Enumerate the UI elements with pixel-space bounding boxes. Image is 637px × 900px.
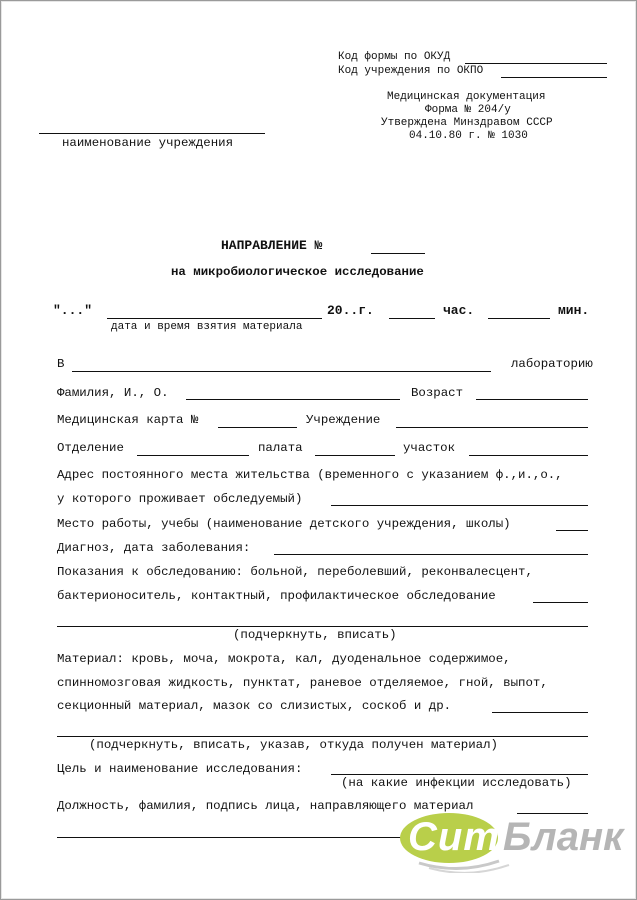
material-line-1: Материал: кровь, моча, мокрота, кал, дуоденальное содержимое, — [57, 652, 511, 666]
approval-line-2: Форма № 204/у — [425, 104, 511, 116]
ward-label: палата — [258, 441, 303, 455]
okpo-field[interactable] — [501, 77, 607, 78]
institution-name-field[interactable] — [39, 133, 265, 134]
hours-label: час. — [443, 303, 475, 318]
okud-field[interactable] — [465, 63, 607, 64]
department-field[interactable] — [137, 455, 249, 456]
date-field[interactable] — [107, 318, 322, 319]
approval-line-1: Медицинская документация — [387, 91, 546, 103]
okud-label: Код формы по ОКУД — [338, 51, 451, 63]
form-number-field[interactable] — [371, 253, 425, 254]
sender-label: Должность, фамилия, подпись лица, направляющего материал — [57, 799, 474, 813]
minutes-field[interactable] — [488, 318, 550, 319]
indications-line-2: бактерионоситель, контактный, профилактическое обследование — [57, 589, 496, 603]
address-line-1: Адрес постоянного места жительства (временного с указанием ф.,и.,о., — [57, 468, 563, 482]
purpose-field[interactable] — [331, 774, 588, 775]
indications-field-2[interactable] — [57, 626, 588, 627]
lab-suffix: лабораторию — [511, 357, 593, 371]
institution-caption: наименование учреждения — [62, 136, 234, 150]
fio-field[interactable] — [186, 399, 400, 400]
purpose-label: Цель и наименование исследования: — [57, 762, 303, 776]
year-label: 20..г. — [327, 303, 374, 318]
diagnosis-label: Диагноз, дата заболевания: — [57, 541, 251, 555]
fio-label: Фамилия, И., О. — [57, 386, 169, 400]
indications-line-1: Показания к обследованию: больной, переболевший, реконвалесцент, — [57, 565, 533, 579]
approval-line-3: Утверждена Минздравом СССР — [381, 117, 553, 129]
department-label: Отделение — [57, 441, 124, 455]
district-label: участок — [403, 441, 456, 455]
approval-line-4: 04.10.80 г. № 1030 — [409, 130, 528, 142]
minutes-label: мин. — [558, 303, 590, 318]
hours-field[interactable] — [389, 318, 435, 319]
form-title: НАПРАВЛЕНИЕ № — [221, 238, 323, 253]
district-field[interactable] — [469, 455, 588, 456]
form-subtitle: на микробиологическое исследование — [171, 265, 424, 279]
work-label: Место работы, учебы (наименование детского учреждения, школы) — [57, 517, 511, 531]
lab-field[interactable] — [72, 371, 491, 372]
diagnosis-field[interactable] — [274, 554, 588, 555]
material-line-2: спинномозговая жидкость, пунктат, раневое отделяемое, гной, выпот, — [57, 676, 548, 690]
material-line-3: секционный материал, мазок со слизистых, соскоб и др. — [57, 699, 452, 713]
med-card-label: Медицинская карта № — [57, 413, 199, 427]
work-field[interactable] — [556, 530, 588, 531]
okpo-label: Код учреждения по ОКПО — [338, 65, 484, 77]
med-card-field[interactable] — [218, 427, 297, 428]
ward-field[interactable] — [315, 455, 395, 456]
logo-part-1: Сити — [408, 815, 526, 859]
age-label: Возраст — [411, 386, 464, 400]
material-field-2[interactable] — [57, 736, 588, 737]
address-line-2: у которого проживает обследуемый) — [57, 492, 303, 506]
indications-note: (подчеркнуть, вписать) — [233, 628, 397, 642]
sender-field-2[interactable] — [57, 837, 407, 838]
date-quote: "..." — [53, 303, 93, 318]
address-field[interactable] — [331, 505, 588, 506]
datetime-caption: дата и время взятия материала — [111, 321, 303, 333]
logo-part-2: Бланк — [503, 815, 624, 859]
citiblank-logo — [399, 809, 624, 873]
material-field-1[interactable] — [492, 712, 588, 713]
lab-prefix: В — [57, 357, 65, 371]
institution-label: Учреждение — [306, 413, 381, 427]
institution-field[interactable] — [396, 427, 588, 428]
purpose-note: (на какие инфекции исследовать) — [341, 776, 572, 790]
indications-field-1[interactable] — [533, 602, 588, 603]
age-field[interactable] — [476, 399, 588, 400]
material-note: (подчеркнуть, вписать, указав, откуда получен материал) — [89, 738, 498, 752]
